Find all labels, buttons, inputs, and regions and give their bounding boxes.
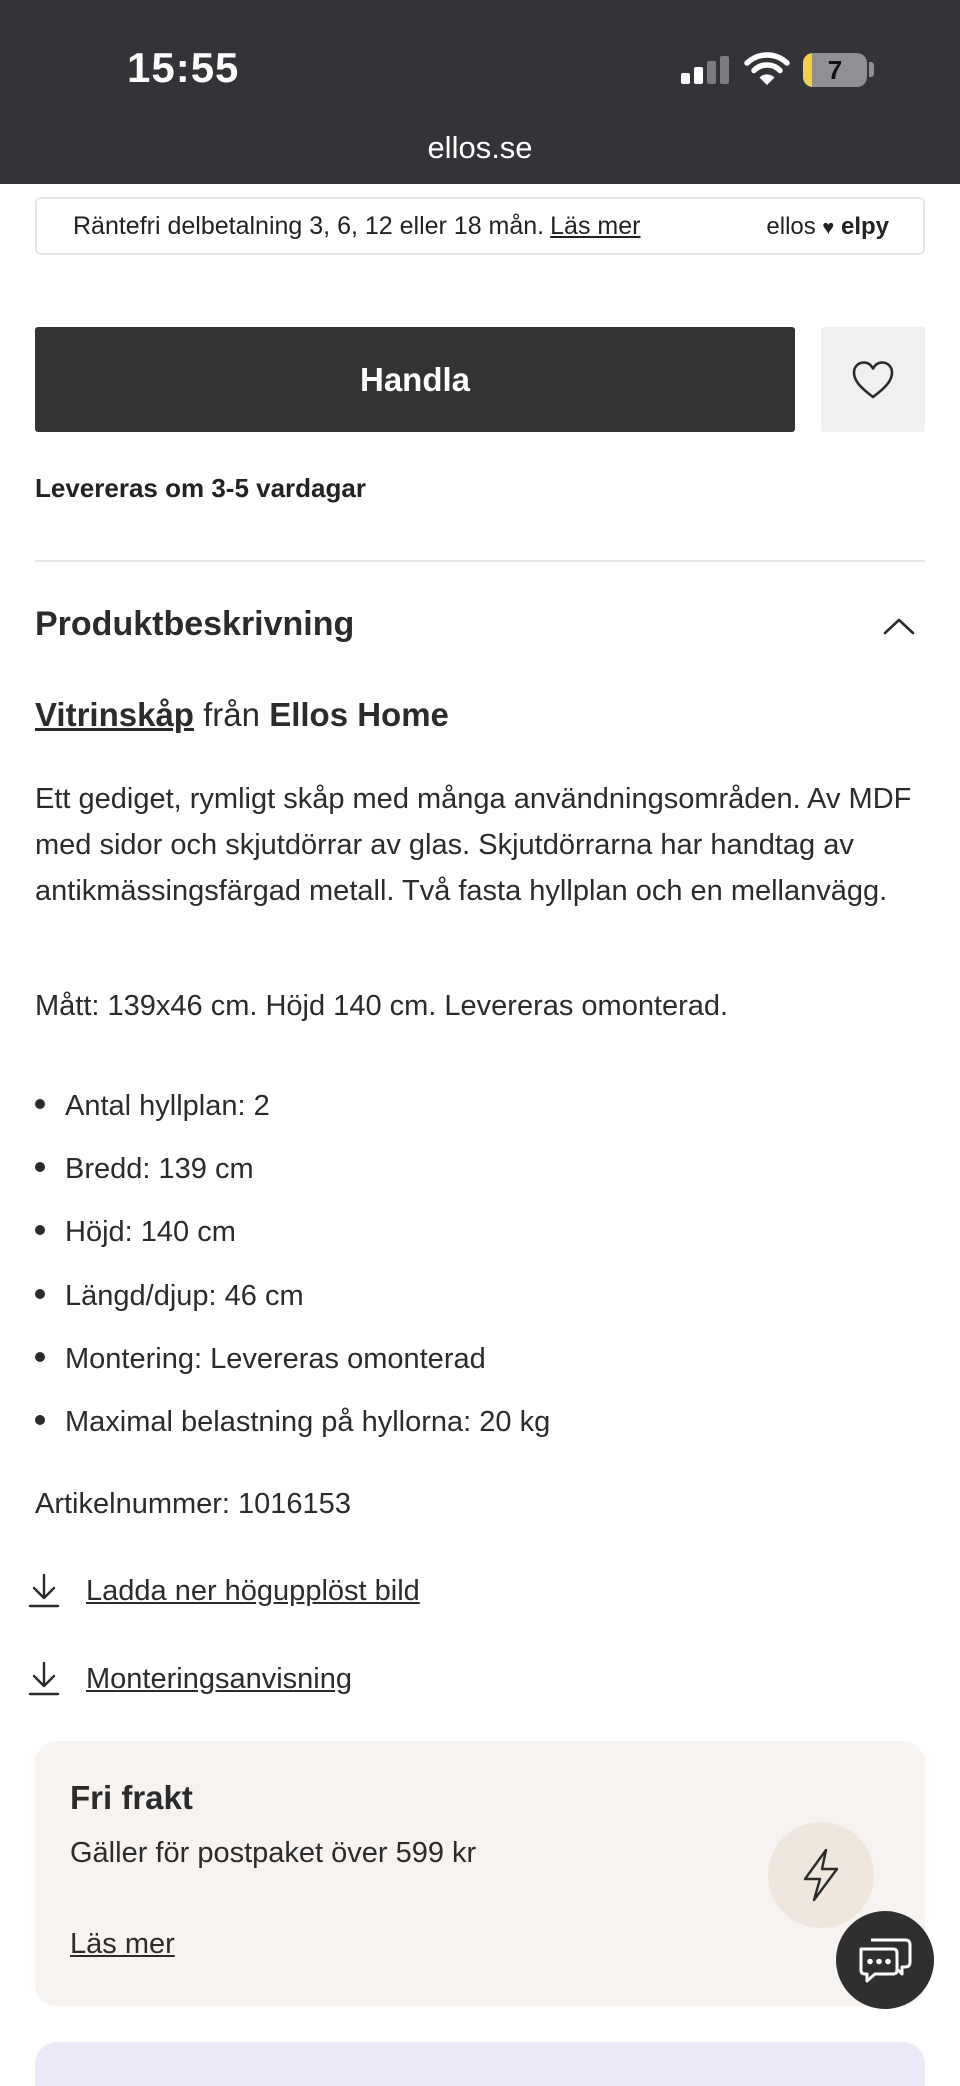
bullet	[35, 1099, 45, 1109]
download-label[interactable]: Monteringsanvisning	[86, 1662, 352, 1695]
battery-icon	[803, 53, 867, 87]
spec-text: Maximal belastning på hyllorna: 20 kg	[65, 1406, 551, 1438]
spec-text: Antal hyllplan: 2	[65, 1090, 270, 1122]
bullet	[35, 1225, 45, 1235]
article-number: Artikelnummer: 1016153	[35, 1488, 351, 1520]
chat-button[interactable]	[836, 1911, 934, 2009]
product-category-line	[35, 696, 449, 734]
spec-item	[35, 1280, 304, 1313]
bullet	[35, 1289, 45, 1299]
from-text: från	[203, 696, 261, 733]
product-description-text: Ett gediget, rymligt skåp med många användningsområden. Av MDF med sidor och skjutdörrar av glas. Skjutdörrarna har handtag av antikmässingsfärgad metall. Två fasta hyllplan och en mellanvägg.	[35, 783, 912, 907]
spec-text: Höjd: 140 cm	[65, 1216, 236, 1248]
brand-heart-icon: ♥	[822, 217, 835, 239]
brand-name: Ellos Home	[269, 696, 449, 733]
download-icon	[28, 1661, 60, 1697]
bullet	[35, 1415, 45, 1425]
battery-tip	[869, 62, 874, 77]
wifi-icon	[744, 52, 790, 86]
battery-level: 7	[827, 55, 843, 85]
chat-bubble-icon	[855, 1934, 915, 1986]
lightning-badge	[768, 1822, 874, 1928]
divider	[35, 560, 925, 562]
free-shipping-card	[35, 1741, 925, 2006]
installment-text: Räntefri delbetalning 3, 6, 12 eller 18 mån.	[73, 212, 545, 240]
download-label[interactable]: Ladda ner högupplöst bild	[86, 1574, 420, 1607]
product-measurements: Mått: 139x46 cm. Höjd 140 cm. Levereras omonterad.	[35, 990, 729, 1022]
favorite-button[interactable]	[821, 327, 925, 432]
spec-item	[35, 1406, 550, 1439]
brand-ellos: ellos	[766, 213, 816, 240]
download-icon	[28, 1573, 60, 1609]
installment-banner	[35, 197, 925, 255]
assembly-instructions-link[interactable]	[28, 1661, 352, 1697]
address-bar-url[interactable]: ellos.se	[427, 130, 533, 165]
category-link[interactable]: Vitrinskåp	[35, 696, 194, 733]
free-shipping-text: Gäller för postpaket över 599 kr	[70, 1837, 477, 1869]
spec-text: Längd/djup: 46 cm	[65, 1280, 304, 1312]
installment-read-more-link[interactable]: Läs mer	[550, 212, 641, 240]
status-time: 15:55	[127, 44, 240, 91]
heart-outline-icon	[851, 360, 895, 400]
free-shipping-title: Fri frakt	[70, 1779, 193, 1816]
cellular-signal-icon	[681, 56, 729, 84]
buy-button[interactable]: Handla	[35, 327, 795, 432]
chevron-up-icon[interactable]	[881, 612, 917, 640]
spec-item	[35, 1343, 486, 1376]
free-shipping-read-more-link[interactable]: Läs mer	[70, 1928, 175, 1960]
spec-text: Montering: Levereras omonterad	[65, 1343, 486, 1375]
spec-item	[35, 1090, 270, 1123]
bullet	[35, 1162, 45, 1172]
spec-item	[35, 1153, 254, 1186]
next-info-card	[35, 2042, 925, 2086]
download-hires-image-link[interactable]	[28, 1573, 420, 1609]
brand-elpy: elpy	[840, 213, 889, 240]
spec-text: Bredd: 139 cm	[65, 1153, 254, 1185]
ellos-elpy-logo	[766, 213, 889, 241]
browser-status-bar	[0, 0, 960, 184]
bullet	[35, 1352, 45, 1362]
lightning-icon	[799, 1847, 843, 1903]
product-description-heading[interactable]: Produktbeskrivning	[35, 605, 355, 643]
delivery-time: Levereras om 3-5 vardagar	[35, 473, 366, 503]
installment-text-row	[73, 212, 640, 241]
spec-item	[35, 1216, 236, 1249]
